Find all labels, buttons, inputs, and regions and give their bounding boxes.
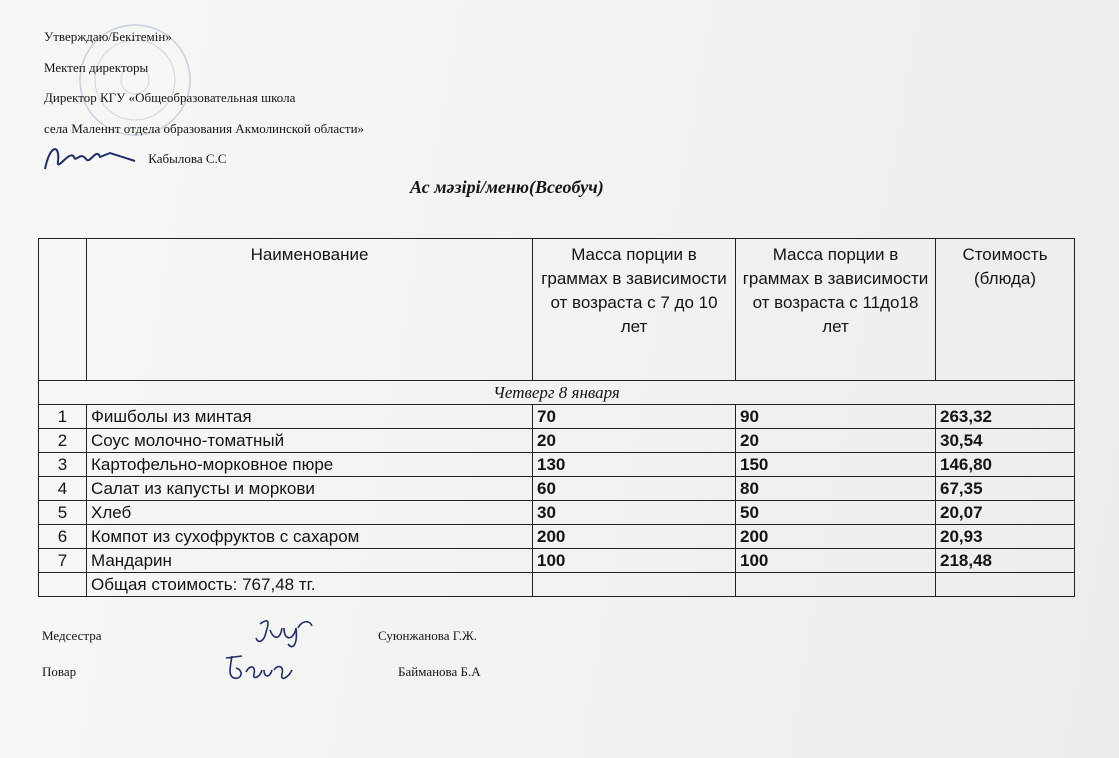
row-number: 3	[39, 453, 87, 477]
header-name: Наименование	[87, 239, 533, 381]
table-row	[39, 453, 1075, 477]
cook-signoff	[42, 664, 481, 680]
mass-7-10: 130	[533, 453, 736, 477]
mass-11-18: 20	[736, 429, 936, 453]
total-number-cell	[39, 573, 87, 597]
cook-signature	[222, 652, 302, 686]
approval-line-4: села Маленнт отдела образования Акмолинской области»	[44, 120, 365, 136]
approval-block	[44, 22, 364, 175]
dish-cost: 30,54	[936, 429, 1075, 453]
dish-name: Фишболы из минтая	[87, 405, 533, 429]
dish-name: Картофельно-морковное пюре	[87, 453, 533, 477]
dish-cost: 20,07	[936, 501, 1075, 525]
dish-name: Мандарин	[87, 549, 533, 573]
table-row	[39, 501, 1075, 525]
table-row	[39, 429, 1075, 453]
row-number: 7	[39, 549, 87, 573]
day-row	[39, 381, 1075, 405]
table-row	[39, 549, 1075, 573]
approval-line-1: Утверждаю/Бекітемін»	[44, 29, 172, 44]
dish-cost: 20,93	[936, 525, 1075, 549]
director-signature-line	[44, 144, 364, 175]
table-row	[39, 405, 1075, 429]
cook-role: Повар	[42, 664, 77, 679]
nurse-name: Суюнжанова Г.Ж.	[378, 628, 477, 643]
approval-line-2: Мектеп директоры	[44, 59, 149, 75]
mass-11-18: 100	[736, 549, 936, 573]
row-number: 2	[39, 429, 87, 453]
dish-cost: 146,80	[936, 453, 1075, 477]
mass-7-10: 20	[533, 429, 736, 453]
dish-name: Компот из сухофруктов с сахаром	[87, 525, 533, 549]
header-number	[39, 239, 87, 381]
table-header-row	[39, 239, 1075, 381]
mass-7-10: 70	[533, 405, 736, 429]
header-cost: Стоимость (блюда)	[936, 239, 1075, 381]
mass-11-18: 90	[736, 405, 936, 429]
total-cost: Общая стоимость: 767,48 тг.	[87, 573, 533, 597]
dish-cost: 67,35	[936, 477, 1075, 501]
dish-cost: 263,32	[936, 405, 1075, 429]
nurse-signoff	[42, 628, 477, 644]
header-mass-7-10: Масса порции в граммах в зависимости от возраста с 7 до 10 лет	[533, 239, 736, 381]
dish-cost: 218,48	[936, 549, 1075, 573]
row-number: 1	[39, 405, 87, 429]
total-empty-cell	[736, 573, 936, 597]
menu-title: Ас мәзірі/меню(Всеобуч)	[410, 177, 604, 197]
dish-name: Соус молочно-томатный	[87, 429, 533, 453]
mass-11-18: 80	[736, 477, 936, 501]
row-number: 5	[39, 501, 87, 525]
day-label: Четверг 8 января	[39, 381, 1075, 405]
mass-11-18: 200	[736, 525, 936, 549]
mass-7-10: 30	[533, 501, 736, 525]
table-row	[39, 525, 1075, 549]
header-mass-11-18: Масса порции в граммах в зависимости от возраста с 11до18 лет	[736, 239, 936, 381]
total-empty-cell	[936, 573, 1075, 597]
row-number: 4	[39, 477, 87, 501]
mass-7-10: 60	[533, 477, 736, 501]
table-row	[39, 477, 1075, 501]
mass-11-18: 150	[736, 453, 936, 477]
director-signature	[44, 145, 139, 175]
total-empty-cell	[533, 573, 736, 597]
row-number: 6	[39, 525, 87, 549]
dish-name: Салат из капусты и моркови	[87, 477, 533, 501]
dish-name: Хлеб	[87, 501, 533, 525]
director-name: Кабылова С.С	[148, 151, 227, 166]
approval-line-3: Директор КГУ «Общеобразовательная школа	[44, 90, 296, 105]
nurse-signature	[254, 616, 316, 650]
mass-7-10: 200	[533, 525, 736, 549]
mass-7-10: 100	[533, 549, 736, 573]
nurse-role: Медсестра	[42, 628, 102, 643]
total-row	[39, 573, 1075, 597]
menu-table	[38, 238, 1075, 597]
cook-name: Байманова Б.А	[398, 664, 481, 679]
mass-11-18: 50	[736, 501, 936, 525]
